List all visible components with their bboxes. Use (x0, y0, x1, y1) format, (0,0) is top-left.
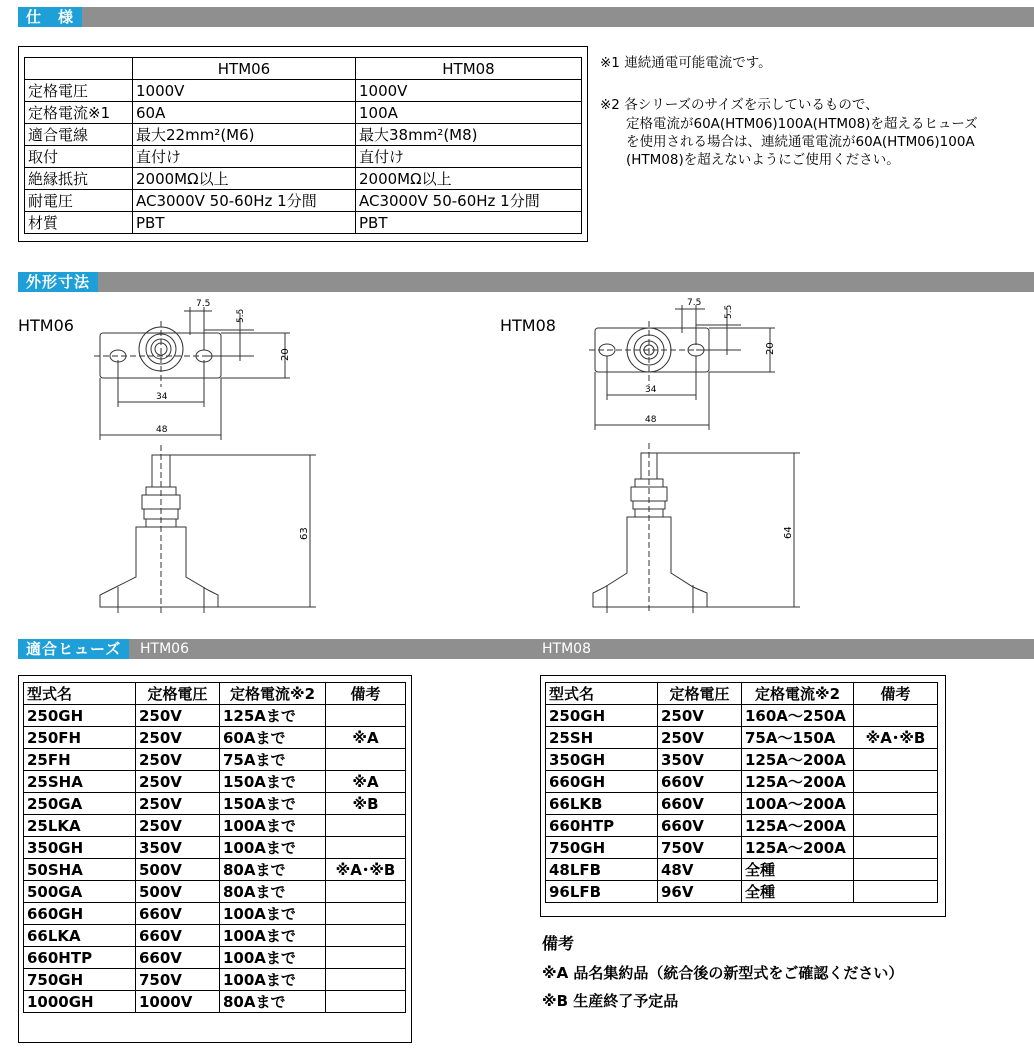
spec-value-htm08: AC3000V 50-60Hz 1分間 (356, 190, 582, 212)
section-bar-dimensions (18, 272, 1034, 292)
fuse-model: 250GH (546, 705, 658, 727)
fuse-header-row (24, 683, 406, 705)
note-1: ※1 連続通電可能電流です。 (600, 55, 772, 71)
fuse-current: 100Aまで (220, 837, 326, 859)
remark-b: ※B 生産終了予定品 (542, 992, 679, 1010)
fuse-voltage: 250V (658, 705, 742, 727)
fuse-voltage: 350V (658, 749, 742, 771)
fuse-remark (326, 947, 406, 969)
fuse-row (546, 837, 938, 859)
fuse-header-remarks: 備考 (326, 683, 406, 705)
fuse-model: 500GA (24, 881, 136, 903)
fuse-voltage: 1000V (136, 991, 220, 1013)
fuse-row (24, 925, 406, 947)
section-title-dimensions: 外形寸法 (18, 272, 98, 292)
fuse-header-model: 型式名 (24, 683, 136, 705)
fuse-current: 150Aまで (220, 771, 326, 793)
spec-label: 絶縁抵抗 (25, 168, 133, 190)
dim-20-htm06: 20 (280, 348, 291, 361)
spec-label: 耐電圧 (25, 190, 133, 212)
fuse-voltage: 660V (658, 793, 742, 815)
fuse-remark: ※B (326, 793, 406, 815)
section-title-fuses: 適合ヒューズ (18, 639, 129, 659)
fuse-header-voltage: 定格電圧 (658, 683, 742, 705)
remarks-title: 備考 (542, 934, 575, 953)
fuse-header-voltage: 定格電圧 (136, 683, 220, 705)
fuse-row (24, 815, 406, 837)
dim-48-htm08: 48 (645, 415, 657, 425)
fuse-table-box-htm08 (540, 675, 946, 917)
fuse-table-box-htm06 (18, 675, 412, 1043)
fuse-remark (326, 969, 406, 991)
dim-48-htm06: 48 (156, 425, 168, 435)
spec-value-htm08: 最大38mm²(M8) (356, 124, 582, 146)
fuse-row (546, 815, 938, 837)
fuse-voltage: 350V (136, 837, 220, 859)
fuse-voltage: 500V (136, 881, 220, 903)
fuse-remark (326, 815, 406, 837)
spec-header-htm08: HTM08 (356, 58, 582, 80)
fuse-current: 75Aまで (220, 749, 326, 771)
fuse-model: 250GA (24, 793, 136, 815)
fuse-model: 660HTP (24, 947, 136, 969)
fuse-remark (326, 705, 406, 727)
fuse-remark (326, 749, 406, 771)
fuse-row (546, 881, 938, 903)
spec-value-htm06: 最大22mm²(M6) (133, 124, 356, 146)
fuse-remark: ※A (326, 727, 406, 749)
spec-header-htm06: HTM06 (133, 58, 356, 80)
fuse-row (24, 991, 406, 1013)
spec-label: 適合電線 (25, 124, 133, 146)
fuse-header-current: 定格電流※2 (220, 683, 326, 705)
spec-row (25, 124, 582, 146)
fuse-current: 100Aまで (220, 947, 326, 969)
dim-7-5-htm06: 7.5 (196, 299, 211, 309)
fuse-voltage: 250V (136, 727, 220, 749)
fuse-model: 25FH (24, 749, 136, 771)
fuse-row (24, 969, 406, 991)
fuse-model: 750GH (546, 837, 658, 859)
dimension-drawing-htm06 (80, 295, 350, 625)
dim-5-5-htm08: 5.5 (724, 304, 734, 319)
dim-height-htm08: 64 (783, 526, 794, 539)
fuse-row (24, 771, 406, 793)
fuse-model: 25SH (546, 727, 658, 749)
fuse-current: 全種 (742, 859, 854, 881)
drawing-model-htm08: HTM08 (500, 316, 556, 335)
spec-value-htm08: 2000MΩ以上 (356, 168, 582, 190)
fuse-voltage: 250V (136, 749, 220, 771)
fuse-row (546, 793, 938, 815)
fuse-remark (854, 815, 938, 837)
fuse-model: 25SHA (24, 771, 136, 793)
fuse-current: 150Aまで (220, 793, 326, 815)
fuse-header-remarks: 備考 (854, 683, 938, 705)
drawing-model-htm06: HTM06 (18, 316, 74, 335)
fuse-model: 66LKB (546, 793, 658, 815)
note-2-line-1: ※2 各シリーズのサイズを示しているもので、 (600, 97, 879, 113)
fuse-current: 80Aまで (220, 991, 326, 1013)
fuse-voltage: 660V (658, 815, 742, 837)
spec-value-htm06: 直付け (133, 146, 356, 168)
fuse-voltage: 750V (136, 969, 220, 991)
fuse-remark (854, 793, 938, 815)
fuse-voltage: 250V (136, 705, 220, 727)
fuse-row (24, 881, 406, 903)
spec-value-htm06: PBT (133, 212, 356, 234)
fuse-model: 1000GH (24, 991, 136, 1013)
fuse-model: 660GH (24, 903, 136, 925)
fuse-current: 全種 (742, 881, 854, 903)
fuse-current: 100A～200A (742, 793, 854, 815)
fuse-row (546, 705, 938, 727)
spec-label: 取付 (25, 146, 133, 168)
fuse-row (24, 947, 406, 969)
spec-value-htm06: AC3000V 50-60Hz 1分間 (133, 190, 356, 212)
spec-row (25, 190, 582, 212)
fuse-current: 125A～200A (742, 749, 854, 771)
fuse-model: 48LFB (546, 859, 658, 881)
fuse-table-htm08 (545, 682, 938, 903)
section-sub-htm06: HTM06 (140, 641, 189, 657)
fuse-remark (326, 837, 406, 859)
fuse-voltage: 250V (136, 793, 220, 815)
fuse-row (24, 705, 406, 727)
fuse-voltage: 500V (136, 859, 220, 881)
fuse-current: 60Aまで (220, 727, 326, 749)
fuse-voltage: 660V (136, 903, 220, 925)
fuse-remark (854, 859, 938, 881)
fuse-remark (854, 749, 938, 771)
fuse-remark (854, 881, 938, 903)
spec-label: 材質 (25, 212, 133, 234)
note-2-line-4: (HTM08)を超えないようにご使用ください。 (626, 152, 900, 168)
spec-value-htm06: 2000MΩ以上 (133, 168, 356, 190)
fuse-model: 96LFB (546, 881, 658, 903)
fuse-model: 350GH (24, 837, 136, 859)
spec-row (25, 80, 582, 102)
fuse-row (24, 903, 406, 925)
dim-34-htm08: 34 (645, 385, 657, 395)
spec-header-row (25, 58, 582, 80)
fuse-voltage: 660V (658, 771, 742, 793)
fuse-voltage: 250V (136, 771, 220, 793)
fuse-voltage: 660V (136, 947, 220, 969)
note-2-line-3: を使用される場合は、連続通電電流が60A(HTM06)100A (626, 134, 975, 150)
spec-row (25, 212, 582, 234)
spec-row (25, 102, 582, 124)
fuse-header-current: 定格電流※2 (742, 683, 854, 705)
remark-a: ※A 品名集約品（統合後の新型式をご確認ください） (542, 964, 904, 982)
fuse-remark: ※A･※B (854, 727, 938, 749)
fuse-current: 100Aまで (220, 925, 326, 947)
spec-header-blank (25, 58, 133, 80)
fuse-remark (326, 991, 406, 1013)
fuse-row (546, 749, 938, 771)
section-bar-spec (18, 7, 1034, 27)
dimension-drawing-htm08 (575, 295, 845, 625)
fuse-voltage: 660V (136, 925, 220, 947)
fuse-current: 100Aまで (220, 903, 326, 925)
fuse-model: 660GH (546, 771, 658, 793)
fuse-row (24, 837, 406, 859)
fuse-remark (854, 705, 938, 727)
fuse-voltage: 250V (136, 815, 220, 837)
fuse-row (546, 859, 938, 881)
fuse-row (24, 859, 406, 881)
spec-table (24, 57, 582, 234)
fuse-model: 250FH (24, 727, 136, 749)
fuse-row (24, 749, 406, 771)
spec-table-box (18, 46, 588, 242)
spec-row (25, 168, 582, 190)
fuse-current: 100Aまで (220, 815, 326, 837)
fuse-current: 125A～200A (742, 771, 854, 793)
fuse-remark (854, 771, 938, 793)
fuse-model: 50SHA (24, 859, 136, 881)
dim-20-htm08: 20 (765, 342, 776, 355)
fuse-voltage: 250V (658, 727, 742, 749)
fuse-current: 125Aまで (220, 705, 326, 727)
spec-label: 定格電流※1 (25, 102, 133, 124)
fuse-model: 66LKA (24, 925, 136, 947)
fuse-table-htm06 (23, 682, 406, 1013)
fuse-current: 100Aまで (220, 969, 326, 991)
fuse-row (24, 727, 406, 749)
fuse-current: 160A～250A (742, 705, 854, 727)
fuse-current: 125A～200A (742, 815, 854, 837)
fuse-remark (854, 837, 938, 859)
spec-value-htm06: 60A (133, 102, 356, 124)
fuse-current: 80Aまで (220, 859, 326, 881)
fuse-header-row (546, 683, 938, 705)
section-title-spec: 仕 様 (18, 7, 82, 27)
fuse-voltage: 96V (658, 881, 742, 903)
dim-height-htm06: 63 (299, 527, 310, 540)
fuse-header-model: 型式名 (546, 683, 658, 705)
fuse-model: 250GH (24, 705, 136, 727)
dim-5-5-htm06: 5.5 (236, 308, 246, 323)
fuse-voltage: 48V (658, 859, 742, 881)
spec-label: 定格電圧 (25, 80, 133, 102)
fuse-voltage: 750V (658, 837, 742, 859)
fuse-model: 660HTP (546, 815, 658, 837)
fuse-model: 350GH (546, 749, 658, 771)
spec-row (25, 146, 582, 168)
fuse-model: 25LKA (24, 815, 136, 837)
note-2-line-2: 定格電流が60A(HTM06)100A(HTM08)を超えるヒューズ (626, 116, 978, 132)
spec-value-htm08: 100A (356, 102, 582, 124)
fuse-row (546, 727, 938, 749)
spec-value-htm08: 1000V (356, 80, 582, 102)
fuse-current: 125A～200A (742, 837, 854, 859)
fuse-current: 80Aまで (220, 881, 326, 903)
dim-34-htm06: 34 (156, 392, 168, 402)
fuse-remark: ※A (326, 771, 406, 793)
fuse-remark: ※A･※B (326, 859, 406, 881)
fuse-remark (326, 903, 406, 925)
section-sub-htm08: HTM08 (542, 641, 591, 657)
spec-value-htm08: PBT (356, 212, 582, 234)
dim-7-5-htm08: 7.5 (687, 298, 702, 308)
section-bar-fuses (18, 639, 1034, 659)
spec-value-htm06: 1000V (133, 80, 356, 102)
fuse-row (24, 793, 406, 815)
fuse-remark (326, 881, 406, 903)
fuse-model: 750GH (24, 969, 136, 991)
fuse-current: 75A～150A (742, 727, 854, 749)
fuse-remark (326, 925, 406, 947)
spec-value-htm08: 直付け (356, 146, 582, 168)
fuse-row (546, 771, 938, 793)
